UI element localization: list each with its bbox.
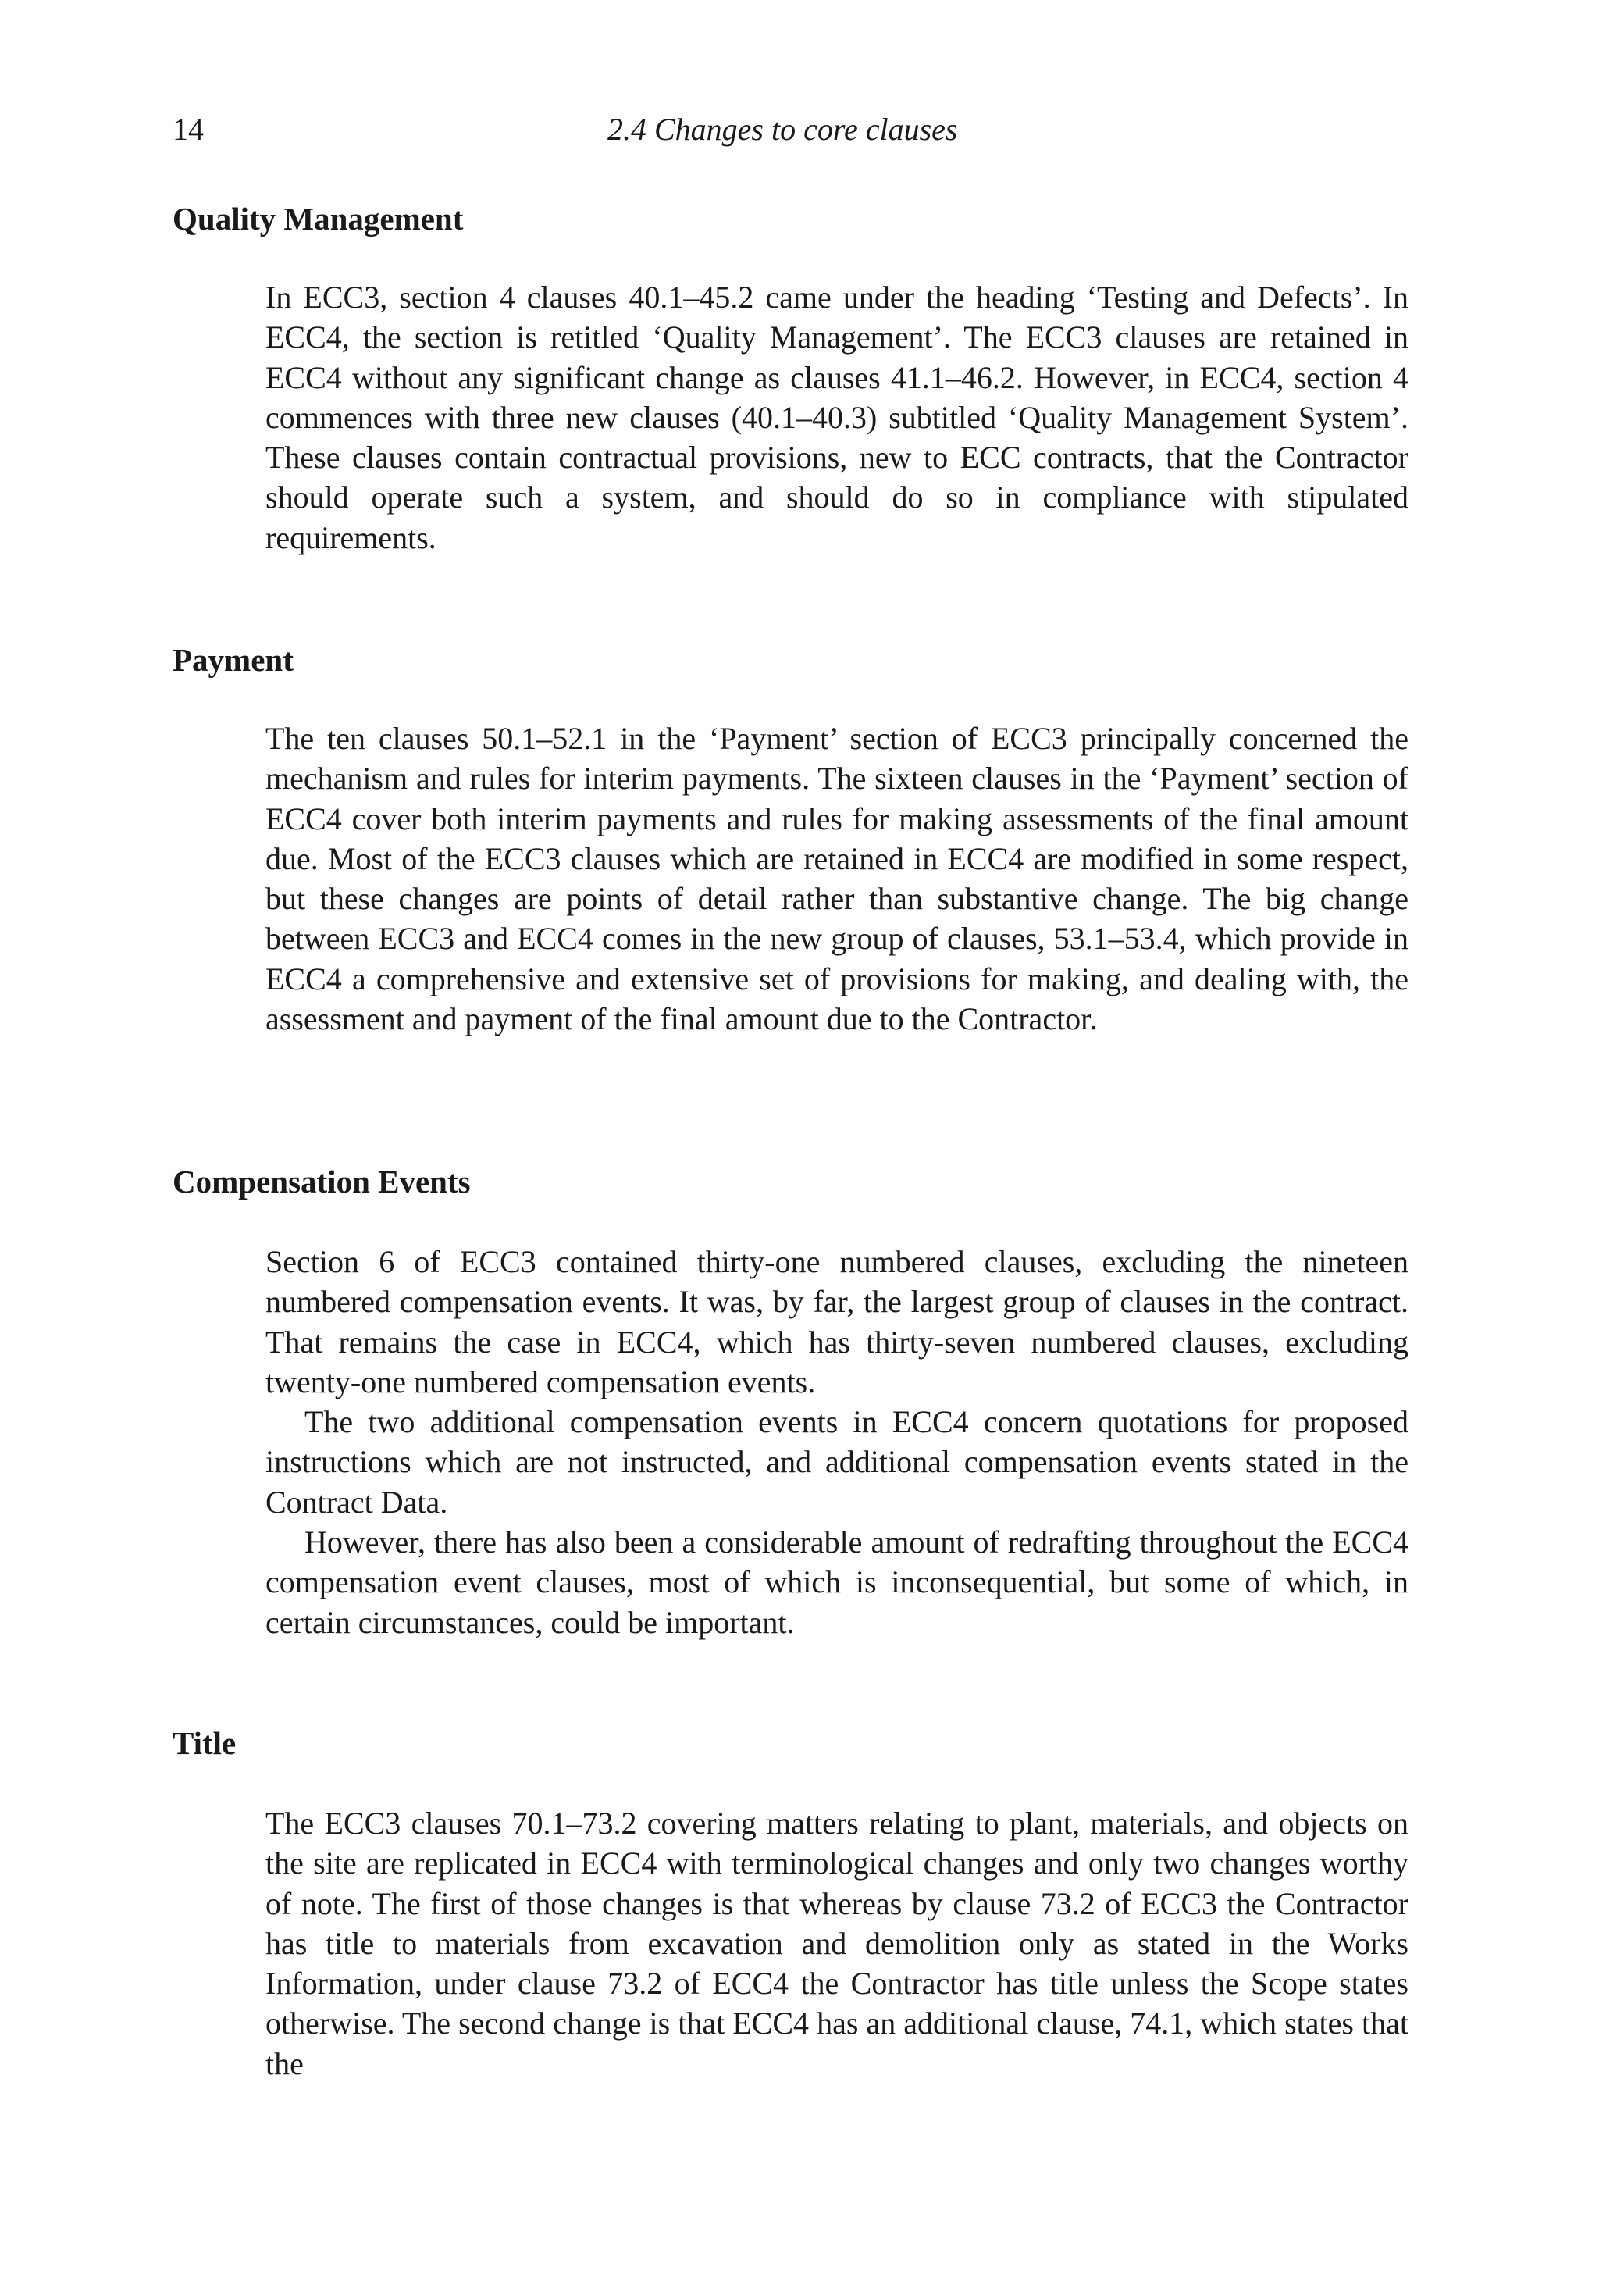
section-body-payment	[265, 718, 1408, 1039]
section-body-compensation-events	[265, 1242, 1408, 1642]
running-head: 2.4 Changes to core clauses	[607, 112, 958, 147]
paragraph: In ECC3, section 4 clauses 40.1–45.2 came under the heading ‘Testing and Defects’. In ECC4, the section is retitled ‘Quality Management’. The ECC3 clauses are retained in ECC4 without any significant change as clauses 41.1–46.2. However, in ECC4, section 4 commences with three new clauses (40.1–40.3) subtitled ‘Quality Management System’. These clauses contain contractual provisions, new to ECC contracts, that the Contractor should operate such a system, and should do so in compliance with stipulated requirements.	[265, 280, 1408, 555]
paragraph: Section 6 of ECC3 contained thirty-one numbered clauses, excluding the nineteen numbered compensation events. It was, by far, the largest group of clauses in the contract. That remains the case in ECC4, which has thirty-seven numbered clauses, excluding twenty-one numbered compensation events.	[265, 1244, 1408, 1399]
section-heading-payment: Payment	[173, 642, 294, 678]
section-body-title	[265, 1803, 1408, 2084]
paragraph: The two additional compensation events in ECC4 concern quotations for proposed instructions which are not instructed, and additional compensation events stated in the Contract Data.	[265, 1404, 1408, 1520]
section-body-quality-management	[265, 277, 1408, 558]
paragraph: The ECC3 clauses 70.1–73.2 covering matters relating to plant, materials, and objects on the site are replicated in ECC4 with terminological changes and only two changes worthy of note. The first of those changes is that whereas by clause 73.2 of ECC3 the Contractor has title to materials from excavation and demolition only as stated in the Works Information, under clause 73.2 of ECC4 the Contractor has title unless the Scope states otherwise. The second change is that ECC4 has an additional clause, 74.1, which states that the	[265, 1806, 1408, 2081]
section-heading-quality-management: Quality Management	[173, 201, 464, 237]
paragraph: The ten clauses 50.1–52.1 in the ‘Payment’ section of ECC3 principally concerned the mechanism and rules for interim payments. The sixteen clauses in the ‘Payment’ section of ECC4 cover both interim payments and rules for making assessments of the final amount due. Most of the ECC3 clauses which are retained in ECC4 are modified in some respect, but these changes are points of detail rather than substantive change. The big change between ECC3 and ECC4 comes in the new group of clauses, 53.1–53.4, which provide in ECC4 a comprehensive and extensive set of provisions for making, and dealing with, the assessment and payment of the final amount due to the Contractor.	[265, 721, 1408, 1037]
paragraph: However, there has also been a considerable amount of redrafting throughout the ECC4 compensation event clauses, most of which is inconsequential, but some of which, in certain circumstances, could be important.	[265, 1524, 1408, 1640]
page-number: 14	[173, 112, 204, 147]
section-heading-title: Title	[173, 1725, 237, 1761]
section-heading-compensation-events: Compensation Events	[173, 1164, 471, 1200]
